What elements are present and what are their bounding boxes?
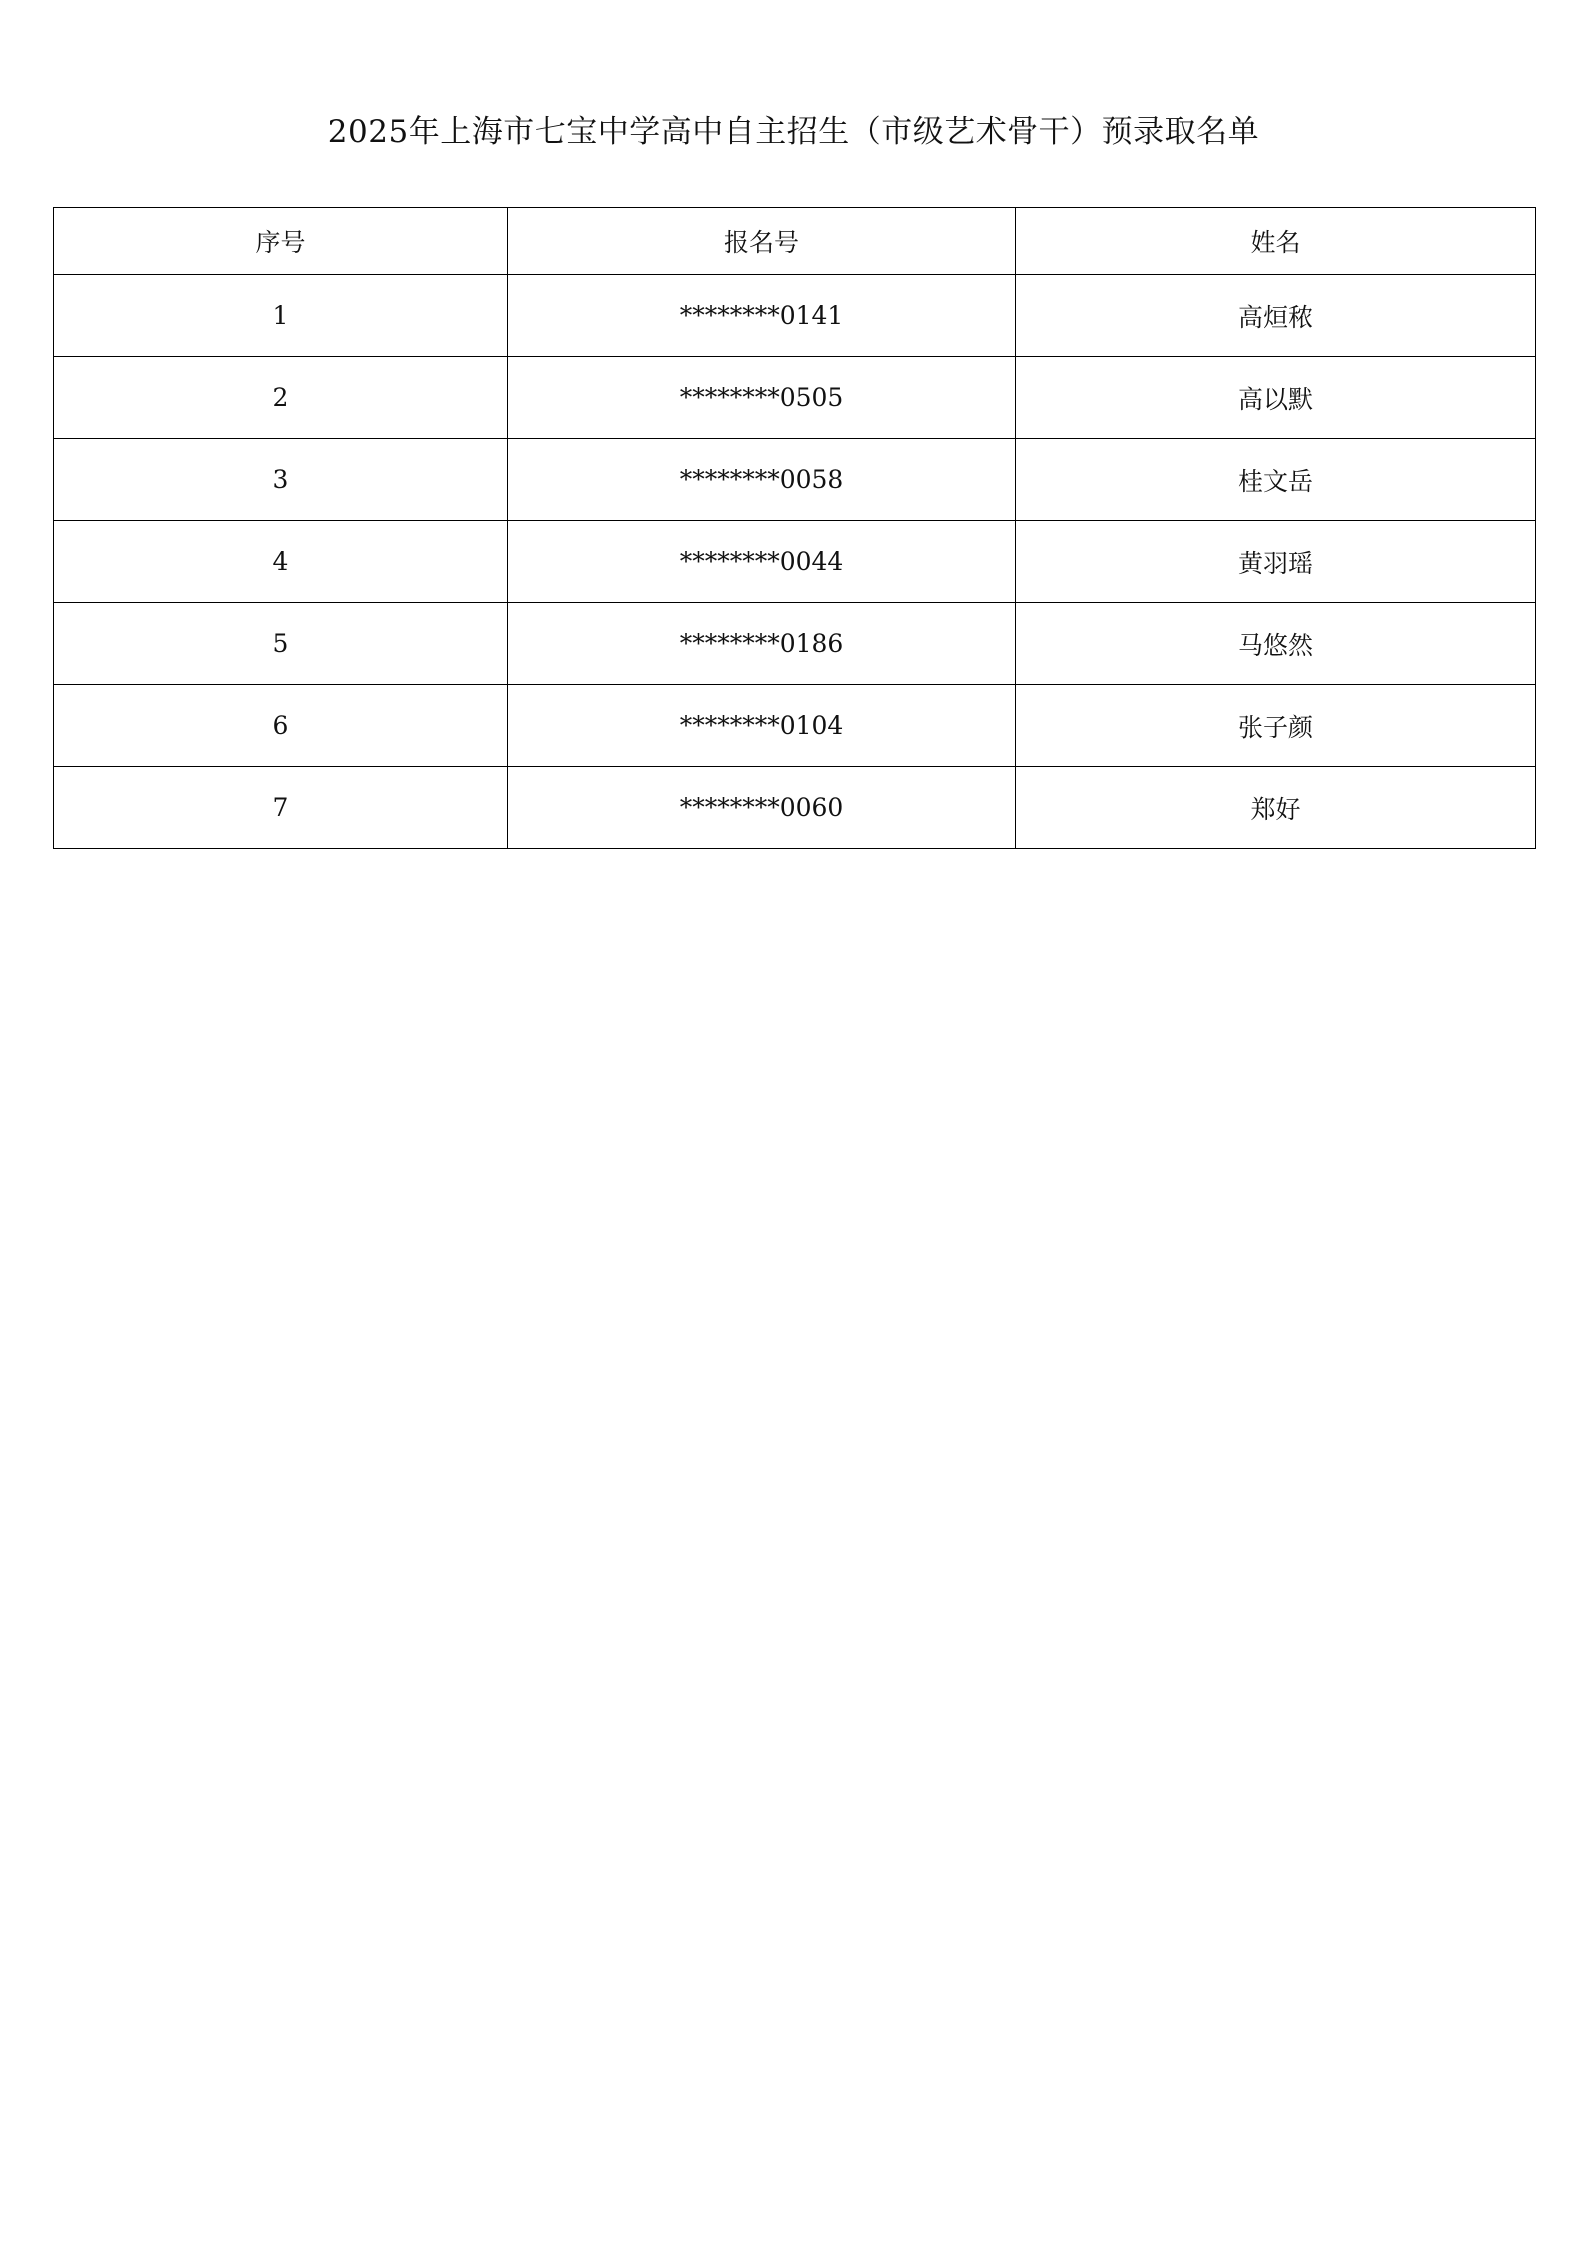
cell-reg-no: ********0104 xyxy=(508,685,1016,767)
table-row xyxy=(54,767,1536,849)
table-header xyxy=(54,208,1536,275)
table-row xyxy=(54,603,1536,685)
cell-seq: 1 xyxy=(54,275,508,357)
cell-name: 马悠然 xyxy=(1016,603,1536,685)
cell-reg-no: ********0186 xyxy=(508,603,1016,685)
cell-name: 高烜秾 xyxy=(1016,275,1536,357)
cell-seq: 3 xyxy=(54,439,508,521)
table-row xyxy=(54,357,1536,439)
table-row xyxy=(54,275,1536,357)
table-body xyxy=(54,275,1536,849)
cell-name: 桂文岳 xyxy=(1016,439,1536,521)
cell-seq: 4 xyxy=(54,521,508,603)
cell-reg-no: ********0044 xyxy=(508,521,1016,603)
page-title: 2025年上海市七宝中学高中自主招生（市级艺术骨干）预录取名单 xyxy=(327,114,1260,150)
header-name: 姓名 xyxy=(1016,208,1536,275)
cell-reg-no: ********0060 xyxy=(508,767,1016,849)
table-row xyxy=(54,439,1536,521)
cell-reg-no: ********0505 xyxy=(508,357,1016,439)
cell-seq: 7 xyxy=(54,767,508,849)
cell-reg-no: ********0141 xyxy=(508,275,1016,357)
table-row xyxy=(54,685,1536,767)
table-row xyxy=(54,521,1536,603)
cell-name: 张子颜 xyxy=(1016,685,1536,767)
header-reg-no: 报名号 xyxy=(508,208,1016,275)
header-seq: 序号 xyxy=(54,208,508,275)
cell-seq: 2 xyxy=(54,357,508,439)
cell-name: 黄羽瑶 xyxy=(1016,521,1536,603)
header-row xyxy=(54,208,1536,275)
cell-reg-no: ********0058 xyxy=(508,439,1016,521)
cell-name: 高以默 xyxy=(1016,357,1536,439)
cell-seq: 6 xyxy=(54,685,508,767)
admission-table xyxy=(53,207,1536,849)
cell-name: 郑好 xyxy=(1016,767,1536,849)
cell-seq: 5 xyxy=(54,603,508,685)
